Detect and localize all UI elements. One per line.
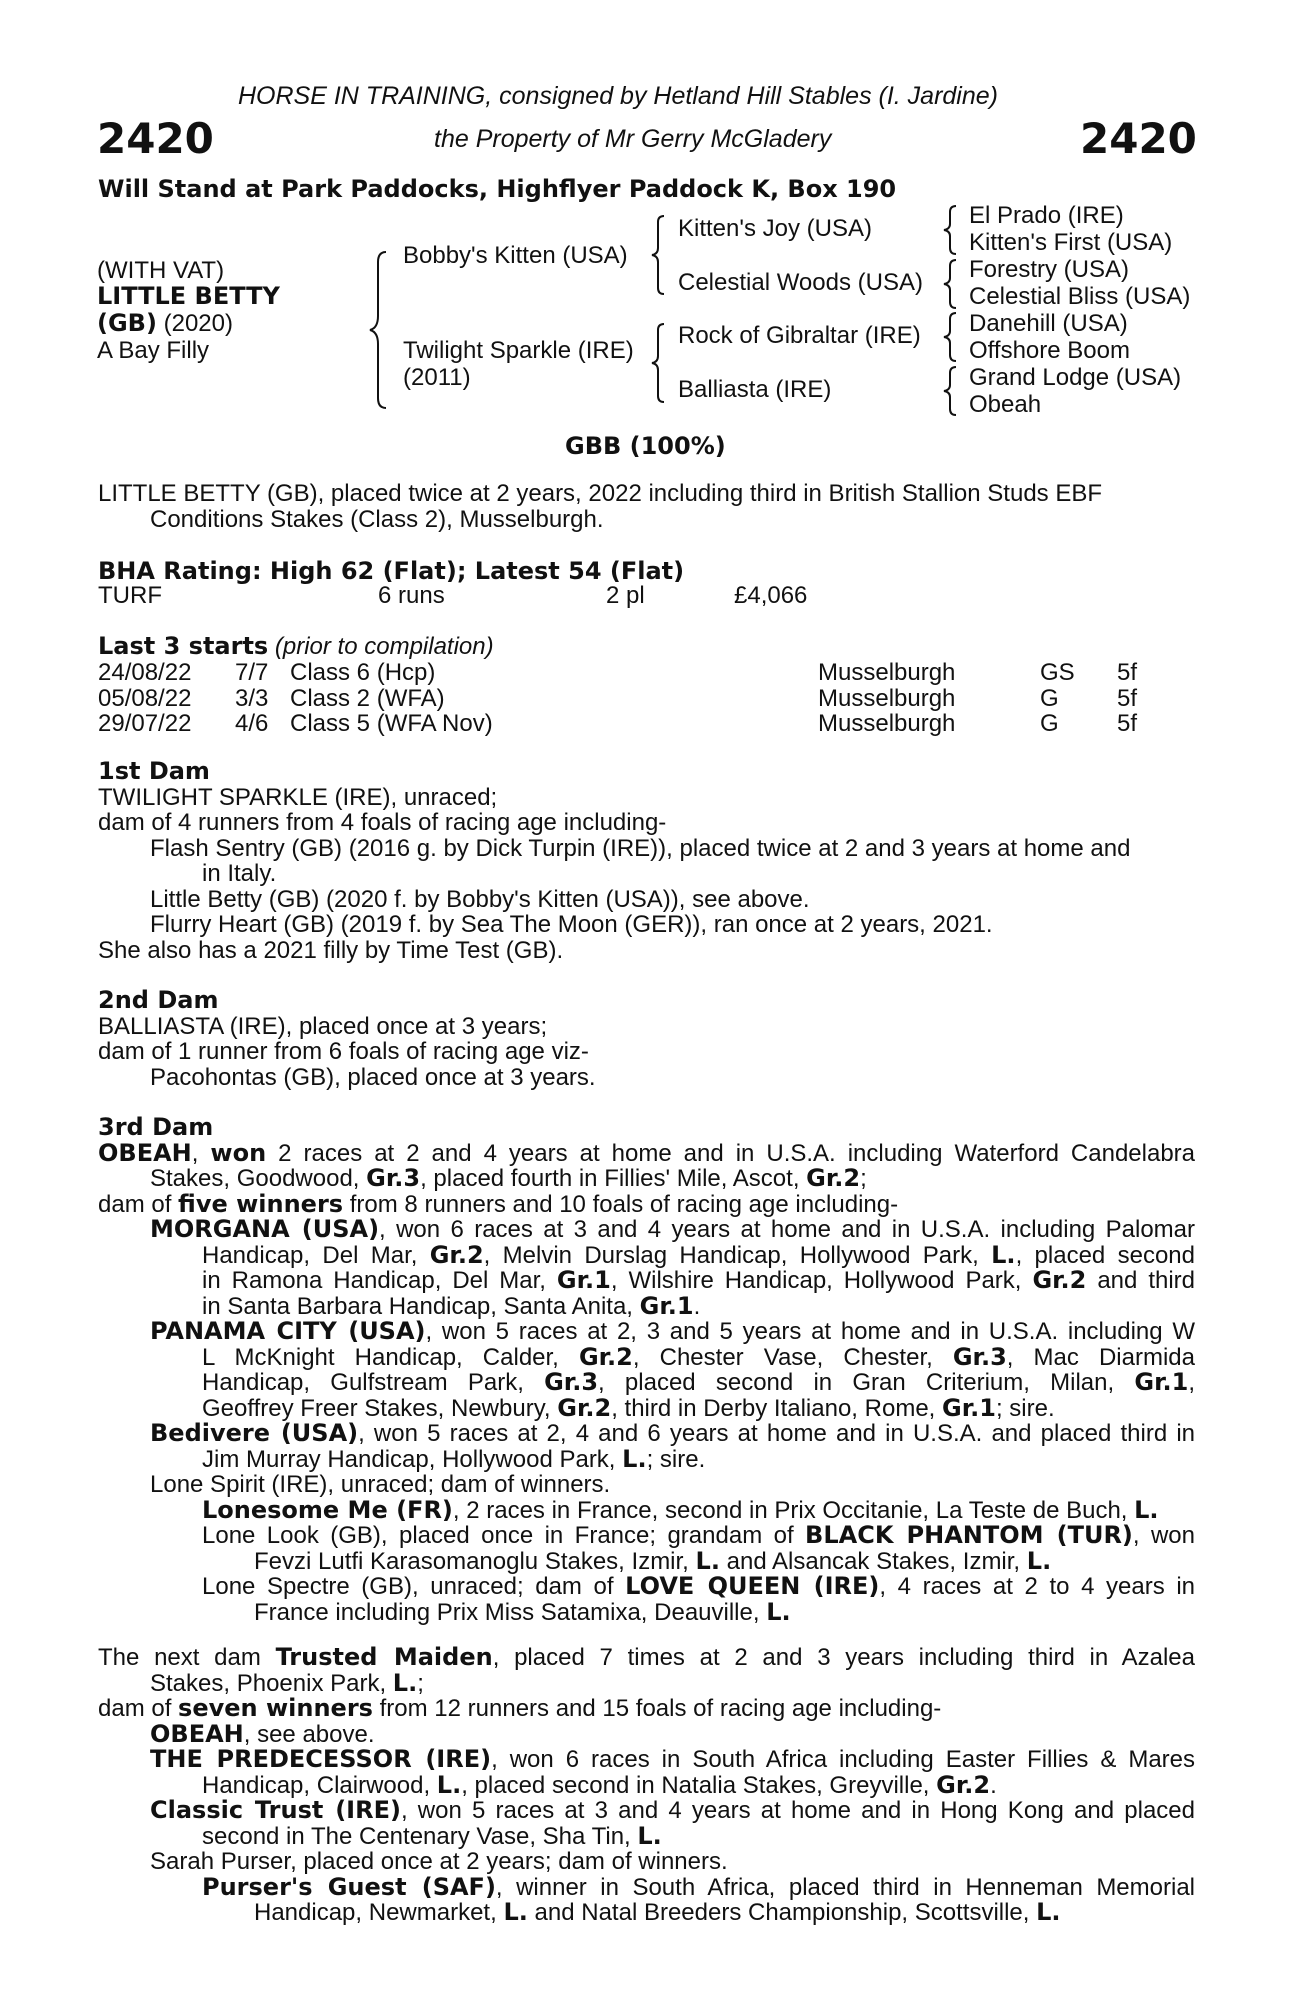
start-race: Class 2 (WFA) xyxy=(290,684,445,712)
lot-number-right: 2420 xyxy=(1080,114,1197,163)
start-course: Musselburgh xyxy=(818,710,956,737)
produce-lonesome-me: Lonesome Me (FR), 2 races in France, second in Prix Occitanie, La Teste de Buch, L. xyxy=(202,1495,1159,1524)
g3-obeah: Obeah xyxy=(969,391,1042,418)
sire: Bobby's Kitten (USA) xyxy=(403,242,628,269)
third-dam-heading: 3rd Dam xyxy=(98,1113,214,1141)
produce-lone-spirit: Lone Spirit (IRE), unraced; dam of winners. xyxy=(150,1471,611,1498)
stand-location: Will Stand at Park Paddocks, Highflyer Paddock K, Box 190 xyxy=(98,175,897,203)
produce-obeah: OBEAH, see above. xyxy=(150,1719,375,1748)
second-dam-heading: 2nd Dam xyxy=(98,986,219,1014)
summary-paragraph: LITTLE BETTY (GB), placed twice at 2 years, 2022 including third in British Stallion Studs EBF Conditions Stakes (Class 2), Musselburgh. xyxy=(98,480,1103,533)
produce-flurry-heart: Flurry Heart (GB) (2019 f. by Sea The Moon (GER)), ran once at 2 years, 2021. xyxy=(150,911,993,938)
lot-number-left: 2420 xyxy=(97,114,214,163)
start-going: GS xyxy=(1040,659,1075,686)
pedigree-brace-sire xyxy=(652,214,666,296)
second-dam-section: 2nd Dam BALLIASTA (IRE), placed once at 3 years; dam of 1 runner from 6 foals of racing age viz- Pacohontas (GB), placed once at 3 years. xyxy=(98,988,1195,1090)
pedigree-brace-g2 xyxy=(944,258,958,310)
start-race: Class 5 (WFA Nov) xyxy=(290,710,493,737)
g3-forestry: Forestry (USA) xyxy=(969,256,1130,283)
pedigree-brace-dam xyxy=(652,322,666,404)
start-pos: 4/6 xyxy=(235,710,269,737)
produce-pursers-guest: Purser's Guest (SAF), winner in South Africa, placed third in Henneman Memorial xyxy=(202,1872,1196,1901)
produce-flash-sentry: Flash Sentry (GB) (2016 g. by Dick Turpin (IRE)), placed twice at 2 and 3 years at home and xyxy=(150,834,1131,862)
g3-grand-lodge: Grand Lodge (USA) xyxy=(969,364,1182,391)
g3-offshore-boom: Offshore Boom xyxy=(969,337,1130,364)
last-starts-heading: Last 3 starts (prior to compilation) xyxy=(98,632,494,660)
dam: Twilight Sparkle (IRE) xyxy=(403,337,634,364)
produce-morgana: MORGANA (USA), won 6 races at 3 and 4 years at home and in U.S.A. including Palomar xyxy=(150,1215,1195,1243)
rating-surface: TURF xyxy=(98,582,162,609)
g3-celestial-bliss: Celestial Bliss (USA) xyxy=(969,283,1191,310)
sire-sire: Kitten's Joy (USA) xyxy=(678,215,872,242)
pedigree-brace-g3 xyxy=(944,311,958,363)
start-race: Class 6 (Hcp) xyxy=(290,659,436,686)
g3-danehill: Danehill (USA) xyxy=(969,310,1128,337)
produce-pacohontas: Pacohontas (GB), placed once at 3 years. xyxy=(150,1063,596,1091)
rating-earnings: £4,066 xyxy=(734,582,808,609)
dam-sire: Rock of Gibraltar (IRE) xyxy=(678,322,921,349)
horse-description: A Bay Filly xyxy=(97,337,210,364)
produce-lone-look: Lone Look (GB), placed once in France; grandam of BLACK PHANTOM (TUR), won xyxy=(202,1521,1195,1549)
next-dam-section: The next dam Trusted Maiden, placed 7 times at 2 and 3 years including third in Azalea Stakes, Phoenix Park, L.; dam of seven winners from 12 runners and 15 foals of racing age including- OBEAH, see above. THE PREDECESSOR (IRE), won 6 races in South Africa including Easter Fillies & Mares Handicap, Clairwood, L., placed second in Natalia Stakes, Greyville, Gr.2. Classic Trust (IRE), won 5 races at 3 and 4 years at home and in Hong Kong and placed second in The Centenary Vase, Sha Tin, L. Sarah Purser, placed once at 2 years; dam of winners. Purser's Guest (SAF), winner in South Africa, placed third in Henneman Memorial Handicap, Newmarket, L. and Natal Breeders Championship, Scottsville, L. xyxy=(98,1643,1196,1926)
bha-rating: BHA Rating: High 62 (Flat); Latest 54 (Flat) xyxy=(98,557,685,585)
horse-country: (GB) xyxy=(97,309,157,337)
horse-country-year xyxy=(97,310,233,337)
start-pos: 3/3 xyxy=(235,684,269,712)
produce-the-predecessor: THE PREDECESSOR (IRE), won 6 races in South Africa including Easter Fillies & Mares xyxy=(150,1745,1196,1773)
start-pos: 7/7 xyxy=(235,659,269,686)
produce-classic-trust: Classic Trust (IRE), won 5 races at 3 and 4 years at home and in Hong Kong and placed xyxy=(150,1796,1195,1824)
gbb-percentage: GBB (100%) xyxy=(565,432,726,460)
g3-el-prado: El Prado (IRE) xyxy=(969,202,1124,229)
consignment-title: HORSE IN TRAINING, consigned by Hetland Hill Stables (I. Jardine) xyxy=(238,82,998,110)
start-going: G xyxy=(1040,710,1059,737)
pedigree-brace-g1 xyxy=(944,204,958,256)
start-date: 05/08/22 xyxy=(98,684,192,712)
first-dam-section: 1st Dam TWILIGHT SPARKLE (IRE), unraced; dam of 4 runners from 4 foals of racing age including- Flash Sentry (GB) (2016 g. by Dick Turpin (IRE)), placed twice at 2 and 3 years at home and in Italy. Little Betty (GB) (2020 f. by Bobby's Kitten (USA)), see above. Flurry Heart (GB) (2019 f. by Sea The Moon (GER)), ran once at 2 years, 2021. She also has a 2021 filly by Time Test (GB). xyxy=(98,759,1195,963)
rating-placings: 2 pl xyxy=(606,582,645,609)
produce-panama-city: PANAMA CITY (USA), won 5 races at 2, 3 and 5 years at home and in U.S.A. including W xyxy=(150,1317,1195,1345)
first-dam-heading: 1st Dam xyxy=(98,757,210,785)
start-dist: 5f xyxy=(1117,659,1138,686)
horse-name: LITTLE BETTY xyxy=(97,282,280,310)
produce-sarah-purser: Sarah Purser, placed once at 2 years; dam of winners. xyxy=(150,1848,728,1875)
horse-year: (2020) xyxy=(163,310,233,337)
g3-kittens-first: Kitten's First (USA) xyxy=(969,229,1173,256)
vat-label: (WITH VAT) xyxy=(97,257,225,284)
third-dam-section: 3rd Dam OBEAH, won 2 races at 2 and 4 years at home and in U.S.A. including Waterford Candelabra Stakes, Goodwood, Gr.3, placed fourth in Fillies' Mile, Ascot, Gr.2; dam of five winners from 8 runners and 10 foals of racing age including- MORGANA (USA), won 6 races at 3 and 4 years at home and in U.S.A. including Palomar Handicap, Del Mar, Gr.2, Melvin Durslag Handicap, Hollywood Park, L., placed second in Ramona Handicap, Del Mar, Gr.1, Wilshire Handicap, Hollywood Park, Gr.2 and third in Santa Barbara Handicap, Santa Anita, Gr.1. PANAMA CITY (USA), won 5 races at 2, 3 and 5 years at home and in U.S.A. including W L McKnight Handicap, Calder, Gr.2, Chester Vase, Chester, Gr.3, Mac Diarmida Handicap, Gulfstream Park, Gr.3, placed second in Gran Criterium, Milan, Gr.1, Geoffrey Freer Stakes, Newbury, Gr.2, third in Derby Italiano, Rome, Gr.1; sire. Bedivere (USA), won 5 races at 2, 4 and 6 years at home and in U.S.A. and placed third in Jim Murray Handicap, Hollywood Park, L.; sire. Lone Spirit (IRE), unraced; dam of winners. Lonesome Me (FR), 2 races in France, second in Prix Occitanie, La Teste de Buch, L. Lone Look (GB), placed once in France; grandam of BLACK PHANTOM (TUR), won Fevzi Lutfi Karasomanoglu Stakes, Izmir, L. and Alsancak Stakes, Izmir, L. Lone Spectre (GB), unraced; dam of LOVE QUEEN (IRE), 4 races at 2 to 4 years in France including Prix Miss Satamixa, Deauville, L. xyxy=(98,1113,1196,1626)
pedigree-brace-g4 xyxy=(944,365,958,417)
pedigree-brace-main xyxy=(372,250,392,410)
start-going: G xyxy=(1040,684,1059,712)
produce-lone-spectre: Lone Spectre (GB), unraced; dam of LOVE QUEEN (IRE), 4 races at 2 to 4 years in xyxy=(202,1572,1196,1600)
produce-little-betty: Little Betty (GB) (2020 f. by Bobby's Kitten (USA)), see above. xyxy=(150,885,810,913)
start-course: Musselburgh xyxy=(818,684,956,712)
sire-dam: Celestial Woods (USA) xyxy=(678,269,923,296)
start-date: 24/08/22 xyxy=(98,659,192,686)
start-course: Musselburgh xyxy=(818,659,956,686)
dam-year: (2011) xyxy=(403,364,471,391)
produce-bedivere: Bedivere (USA), won 5 races at 2, 4 and 6 years at home and in U.S.A. and placed third in xyxy=(150,1419,1196,1447)
dam-dam: Balliasta (IRE) xyxy=(678,376,832,403)
owner-line: the Property of Mr Gerry McGladery xyxy=(434,125,832,153)
start-dist: 5f xyxy=(1117,684,1138,712)
start-date: 29/07/22 xyxy=(98,710,192,737)
rating-runs: 6 runs xyxy=(378,582,445,609)
start-dist: 5f xyxy=(1117,710,1138,737)
